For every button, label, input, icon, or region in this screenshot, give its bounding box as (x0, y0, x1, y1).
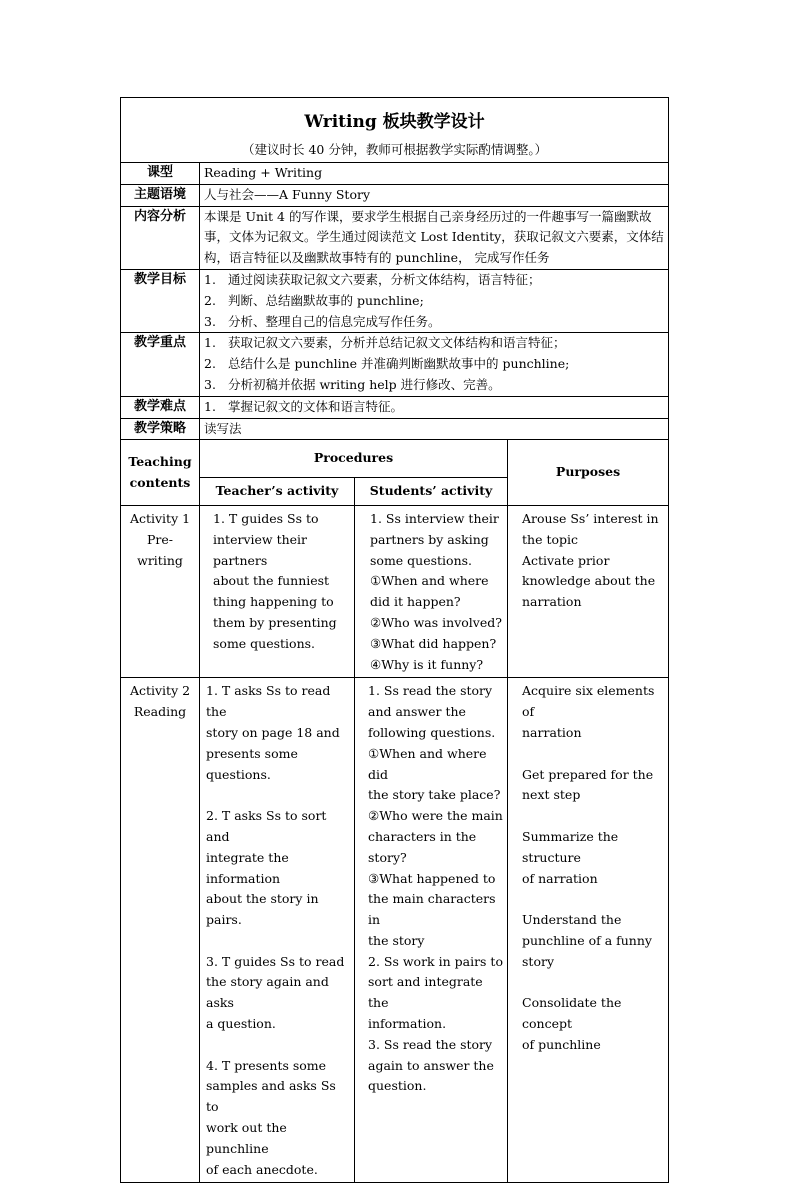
procedures-header-row (121, 440, 669, 478)
text-line: about the funniest (213, 573, 330, 589)
text-line: information. (368, 1016, 447, 1032)
text-line: the story again and asks (206, 974, 329, 1011)
teacher-activity-cell (200, 678, 355, 1183)
text-line: Activate prior (522, 552, 610, 568)
purposes-cell (508, 505, 669, 677)
text-line: ②Who were the main (368, 808, 503, 824)
text-line: of each anecdote. (206, 1161, 318, 1177)
teacher-step (206, 806, 350, 931)
teacher-step (206, 681, 350, 785)
text-line: 2. Ss work in pairs to (368, 953, 503, 969)
text-line: 1. T asks Ss to read the (206, 683, 331, 720)
purpose-item (522, 993, 664, 1055)
item-number: 3. (204, 376, 216, 392)
text-line: ①When and where (370, 573, 489, 589)
text-line: and answer the (368, 704, 466, 720)
item-number: 1. (204, 271, 216, 287)
text-line: Arouse Ss’ interest in (522, 510, 659, 526)
list-item (204, 375, 664, 396)
text-line: partners by asking (370, 531, 489, 547)
type-label: 课型 (121, 163, 200, 185)
list-item (204, 333, 664, 354)
analysis-label: 内容分析 (121, 206, 200, 269)
students-activity-header: Students’ activity (355, 478, 508, 506)
text-line: Acquire six elements of (522, 683, 655, 720)
text-line: 1. T guides Ss to (213, 510, 319, 526)
text-line: interview their partners (213, 531, 308, 568)
text-line: the story (368, 932, 425, 948)
text-line: them by presenting (213, 614, 337, 630)
teacher-activity-header: Teacher’s activity (200, 478, 355, 506)
goals-label: 教学目标 (121, 269, 200, 332)
text-line: ④Why is it funny? (370, 656, 484, 672)
text-line: about the story in pairs. (206, 891, 319, 928)
list-item (204, 397, 664, 418)
info-row-key-points (121, 333, 669, 396)
text-line: work out the punchline (206, 1120, 287, 1156)
list-item (204, 354, 664, 375)
list-item (204, 270, 664, 291)
teaching-contents-header (121, 440, 200, 506)
context-label: 主题语境 (121, 184, 200, 206)
info-row-analysis (121, 206, 669, 269)
text-line: next step (522, 787, 581, 803)
text-line: 2. T asks Ss to sort and (206, 808, 327, 844)
item-text: 总结什么是 punchline 并准确判断幽默故事中的 punchline; (228, 356, 570, 372)
text-line: ②Who was involved? (370, 614, 502, 630)
activity-stage: Reading (133, 704, 187, 720)
text-line: ①When and where did (368, 745, 487, 782)
text-line: did it happen? (370, 594, 461, 610)
context-value: 人与社会——A Funny Story (200, 184, 669, 206)
purpose-item (522, 681, 664, 743)
goals-list (204, 270, 664, 332)
item-text: 判断、总结幽默故事的 punchline; (228, 292, 424, 308)
text-line: presents some questions. (206, 745, 298, 782)
list-item (204, 291, 664, 312)
item-text: 获取记叙文六要素，分析并总结记叙文文体结构和语言特征； (228, 335, 566, 351)
text-line: Consolidate the concept (522, 995, 622, 1032)
text-line: Understand the (522, 912, 622, 928)
teacher-step (206, 1056, 350, 1181)
activity-name: Activity 1 (129, 510, 191, 526)
activity-name: Activity 2 (129, 683, 191, 699)
text-line: ③What did happen? (370, 635, 497, 651)
purpose-item (522, 910, 664, 972)
students-activity-cell (355, 678, 508, 1183)
text-line: 1. Ss read the story (368, 683, 493, 699)
activity-row (121, 505, 669, 677)
info-row-strategy (121, 418, 669, 440)
text-line: the topic (522, 531, 578, 547)
activity-name-cell (121, 678, 200, 1183)
text-line: the main characters in (368, 891, 496, 928)
text-line: sort and integrate the (368, 974, 483, 1011)
text-line: ③What happened to (368, 870, 496, 886)
text-line: 3. Ss read the story (368, 1036, 493, 1052)
title-cell (121, 98, 669, 163)
text-line: characters in the story? (368, 828, 477, 865)
info-row-type (121, 163, 669, 185)
item-number: 2. (204, 292, 216, 308)
item-number: 1. (204, 398, 216, 414)
text-line: thing happening to (213, 594, 334, 610)
item-number: 1. (204, 335, 216, 351)
purposes-header: Purposes (508, 440, 669, 506)
key-points-cell (200, 333, 669, 396)
activity-stage: Pre-writing (137, 531, 183, 568)
goals-cell (200, 269, 669, 332)
item-text: 通过阅读获取记叙文六要素，分析文体结构，语言特征； (228, 271, 541, 287)
info-row-context (121, 184, 669, 206)
procedures-header: Procedures (200, 440, 508, 478)
difficulties-cell (200, 396, 669, 418)
students-activity-cell (355, 505, 508, 677)
difficulties-list (204, 397, 664, 418)
text-line: 1. Ss interview their (370, 510, 499, 526)
text-line: Summarize the structure (522, 828, 619, 865)
item-number: 3. (204, 313, 216, 329)
text-line: Get prepared for the (522, 766, 654, 782)
strategy-value: 读写法 (200, 418, 669, 440)
key-points-label: 教学重点 (121, 333, 200, 396)
purpose-item (522, 827, 664, 889)
text-line: the story take place? (368, 787, 501, 803)
type-value: Reading + Writing (200, 163, 669, 185)
title-row (121, 98, 669, 163)
text-line: knowledge about the (522, 573, 656, 589)
activity-name-cell (121, 505, 200, 677)
text-line: a question. (206, 1016, 276, 1032)
purpose-item (522, 765, 664, 807)
text-line: 3. T guides Ss to read (206, 953, 345, 969)
info-row-goals (121, 269, 669, 332)
text-line: story (522, 953, 555, 969)
text-line: again to answer the (368, 1057, 494, 1073)
page-subtitle: （建议时长 40 分钟，教师可根据教学实际酌情调整。） (241, 142, 548, 157)
text-line: question. (368, 1078, 427, 1094)
analysis-value: 本课是 Unit 4 的写作课，要求学生根据自己亲身经历过的一件趣事写一篇幽默故事，文体为记叙文。学生通过阅读范文 Lost Identity，获取记叙文六要素，文体结构，语言特征以及幽默故事特有的 punchline， 完成写作任务 (200, 206, 669, 269)
text-line: narration (522, 594, 582, 610)
key-points-list (204, 333, 664, 395)
text-line: story on page 18 and (206, 724, 340, 740)
text-line: integrate the information (206, 849, 289, 886)
purposes-cell (508, 678, 669, 1183)
item-text: 分析、整理自己的信息完成写作任务。 (228, 313, 441, 329)
teacher-activity-cell (200, 505, 355, 677)
text-line: punchline of a funny (522, 932, 652, 948)
lesson-plan-table (120, 97, 669, 1183)
header-line: contents (129, 474, 191, 490)
difficulties-label: 教学难点 (121, 396, 200, 418)
text-line: samples and asks Ss to (206, 1078, 336, 1115)
page-title: Writing 板块教学设计 (304, 112, 485, 132)
item-text: 分析初稿并依据 writing help 进行修改、完善。 (228, 376, 501, 392)
text-line: of narration (522, 870, 598, 886)
strategy-label: 教学策略 (121, 418, 200, 440)
item-text: 掌握记叙文的文体和语言特征。 (228, 398, 404, 414)
list-item (204, 312, 664, 333)
text-line: some questions. (213, 635, 316, 651)
header-line: Teaching (128, 453, 192, 469)
text-line: of punchline (522, 1036, 601, 1052)
info-row-difficulties (121, 396, 669, 418)
text-line: some questions. (370, 552, 473, 568)
activity-row (121, 678, 669, 1183)
text-line: 4. T presents some (206, 1057, 327, 1073)
lesson-plan-page (120, 97, 668, 1183)
text-line: narration (522, 724, 582, 740)
teacher-step (206, 952, 350, 1035)
item-number: 2. (204, 356, 216, 372)
text-line: following questions. (368, 724, 496, 740)
